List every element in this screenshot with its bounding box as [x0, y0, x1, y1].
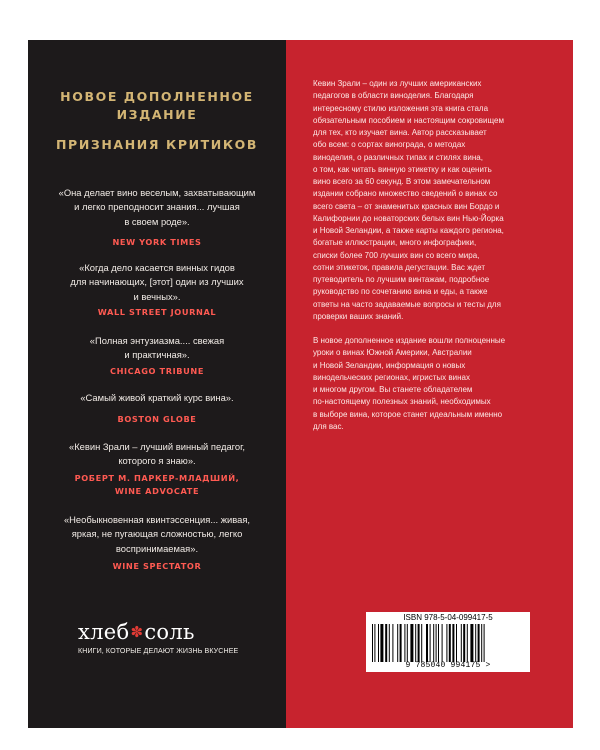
barcode-bar	[418, 624, 420, 662]
barcode-bar	[415, 624, 416, 662]
description-paragraph-2	[313, 335, 543, 433]
barcode-bar	[380, 624, 383, 662]
barcode-bar	[467, 624, 468, 662]
quote-line: «Необыкновенная квинтэссенция... живая,	[63, 514, 251, 525]
barcode-bar	[478, 624, 480, 662]
description-line: списки более 700 лучших вин со всего мира,	[313, 250, 480, 260]
barcode-bar	[446, 624, 447, 662]
description-line: и многом другом. Вы станете обладателем	[313, 385, 473, 394]
barcode-bar	[392, 624, 393, 662]
quote-line: «Она делает вино веселым, захватывающим	[58, 187, 256, 198]
description-line: ответы на часто задаваемые вопросы и тесты для	[313, 299, 501, 309]
description-line: и Новой Зеландии, а также карты каждого региона,	[313, 226, 504, 235]
barcode-bar	[484, 624, 485, 662]
barcode-bar	[407, 624, 408, 662]
barcode-bar	[475, 624, 476, 662]
barcode-bar	[397, 624, 398, 662]
barcode-bar	[374, 624, 375, 662]
quote-line: «Полная энтузиазма.... свежая	[89, 335, 225, 346]
barcode-bar	[456, 624, 457, 662]
description-line: путеводитель по лучшим винтажам, подробное	[313, 275, 490, 284]
description-line: по-настоящему полезных знаний, необходимых	[313, 397, 491, 407]
description-line: интересному стилю изложения эта книга стала	[313, 103, 489, 113]
description-line: винодельческих регионах, игристых винах	[313, 372, 470, 382]
book-back-cover	[28, 40, 573, 728]
barcode-number: 9 785040 994175 >	[405, 661, 491, 670]
barcode-bar	[400, 624, 402, 662]
barcode-bar	[481, 624, 482, 662]
quote-line: и легко преподносит знания... лучшая	[74, 201, 240, 213]
description-line: Калифорнии до новаторских белых вин Нью-Йорка	[313, 213, 504, 223]
publisher-logo	[78, 620, 248, 655]
description-line: и Новой Зеландии, информация о новых	[313, 360, 466, 370]
barcode-bar	[389, 624, 390, 662]
description-line: В новое дополненное издание вошли полноценные	[313, 336, 506, 345]
barcode-bar	[452, 624, 454, 662]
barcode-bar	[378, 624, 379, 662]
quote-line: в своем роде».	[124, 215, 190, 227]
quote-text	[38, 440, 276, 469]
barcode-bar	[461, 624, 462, 662]
quote-source: BOSTON GLOBE	[117, 414, 197, 424]
quote-source: CHICAGO TRIBUNE	[109, 366, 205, 376]
description-line: проверки ваших знаний.	[313, 311, 404, 321]
quote-line: и практичная».	[124, 349, 190, 361]
quote-line: воспринимаемая».	[115, 542, 199, 554]
description-line: издании собрано множество сведений о винах со	[313, 189, 498, 199]
quote-source: WINE ADVOCATE	[114, 486, 200, 496]
description-panel	[286, 40, 573, 728]
barcode-bar	[430, 624, 431, 662]
description-line: богатые иллюстрации, много инфографики,	[313, 238, 477, 248]
barcode-bar	[426, 624, 428, 662]
barcode-bar	[372, 624, 373, 662]
barcode-bar	[433, 624, 434, 662]
description-line: для тех, кто изучает вина. Автор рассказывает	[313, 128, 487, 137]
description-line: вино всего за 60 секунд. В этом замечательном	[313, 177, 491, 186]
description-line: всего света – от знаменитых красных вин Бордо и	[313, 201, 500, 211]
barcode-bar	[463, 624, 465, 662]
critics-heading: ПРИЗНАНИЯ КРИТИКОВ	[56, 137, 258, 152]
barcode-bar	[442, 624, 443, 662]
quote-line: «Когда дело касается винных гидов	[79, 262, 235, 273]
description-line: виноделия, о различных типах и стилях вина,	[313, 152, 483, 162]
barcode-bar	[436, 624, 437, 662]
description-line: сотни этикеток, правила дегустации. Вас ждет	[313, 262, 486, 272]
flower-icon: ✽	[130, 623, 144, 641]
barcode-bar	[470, 624, 473, 662]
publisher-logo-wordmark	[78, 620, 248, 644]
barcode-bar	[385, 624, 387, 662]
quote-line: для начинающих, [этот] один из лучших	[70, 276, 244, 288]
quote-line: и вечных».	[133, 290, 181, 302]
description-line: педагогов в области виноделия. Благодаря	[313, 91, 474, 101]
barcode-bar	[449, 624, 451, 662]
quote-text	[38, 513, 276, 556]
barcode-bar	[404, 624, 405, 662]
quote-text	[38, 391, 276, 405]
book-description	[313, 78, 543, 433]
description-line: обо всем: о сортах винограда, о методах	[313, 140, 466, 150]
description-line: в выборе вина, которое станет идеальным именно	[313, 409, 503, 419]
quote-source: NEW YORK TIMES	[112, 237, 202, 247]
barcode-bar	[421, 624, 422, 662]
description-line: для вас.	[313, 421, 344, 431]
description-line: Кевин Зрали – один из лучших американских	[313, 79, 482, 88]
critics-panel	[28, 40, 286, 728]
quote-source: WINE SPECTATOR	[112, 561, 202, 571]
edition-heading-line1: НОВОЕ ДОПОЛНЕННОЕ	[60, 89, 254, 104]
quote-text	[38, 261, 276, 304]
quote-line: которого я знаю».	[118, 455, 196, 467]
quote-text	[38, 334, 276, 363]
edition-heading-line2: ИЗДАНИЕ	[116, 107, 198, 122]
logo-word-left: хлеб	[78, 620, 130, 644]
quote-source: РОБЕРТ М. ПАРКЕР-МЛАДШИЙ,	[74, 473, 240, 483]
barcode-bar	[438, 624, 439, 662]
description-line: обязательным пособием и настоящим сокровищем	[313, 115, 504, 125]
barcode-icon	[372, 624, 524, 662]
description-line: о том, как читать винную этикетку и как оценить	[313, 164, 492, 174]
barcode-bar	[410, 624, 413, 662]
isbn-label: ISBN 978-5-04-099417-5	[403, 613, 493, 622]
publisher-tagline: КНИГИ, КОТОРЫЕ ДЕЛАЮТ ЖИЗНЬ ВКУСНЕЕ	[78, 647, 239, 655]
quote-text	[38, 186, 276, 229]
logo-word-right: соль	[144, 620, 195, 644]
quote-line: яркая, не пугающая сложностью, легко	[71, 528, 243, 540]
description-line: руководство по сочетанию вина и еды, а также	[313, 287, 488, 297]
description-paragraph-1	[313, 78, 543, 323]
description-line: уроки о винах Южной Америки, Австралии	[313, 348, 472, 358]
quote-source: WALL STREET JOURNAL	[97, 307, 217, 317]
quote-line: «Самый живой краткий курс вина».	[80, 392, 234, 403]
isbn-barcode	[366, 612, 530, 672]
quote-line: «Кевин Зрали – лучший винный педагог,	[69, 441, 245, 452]
